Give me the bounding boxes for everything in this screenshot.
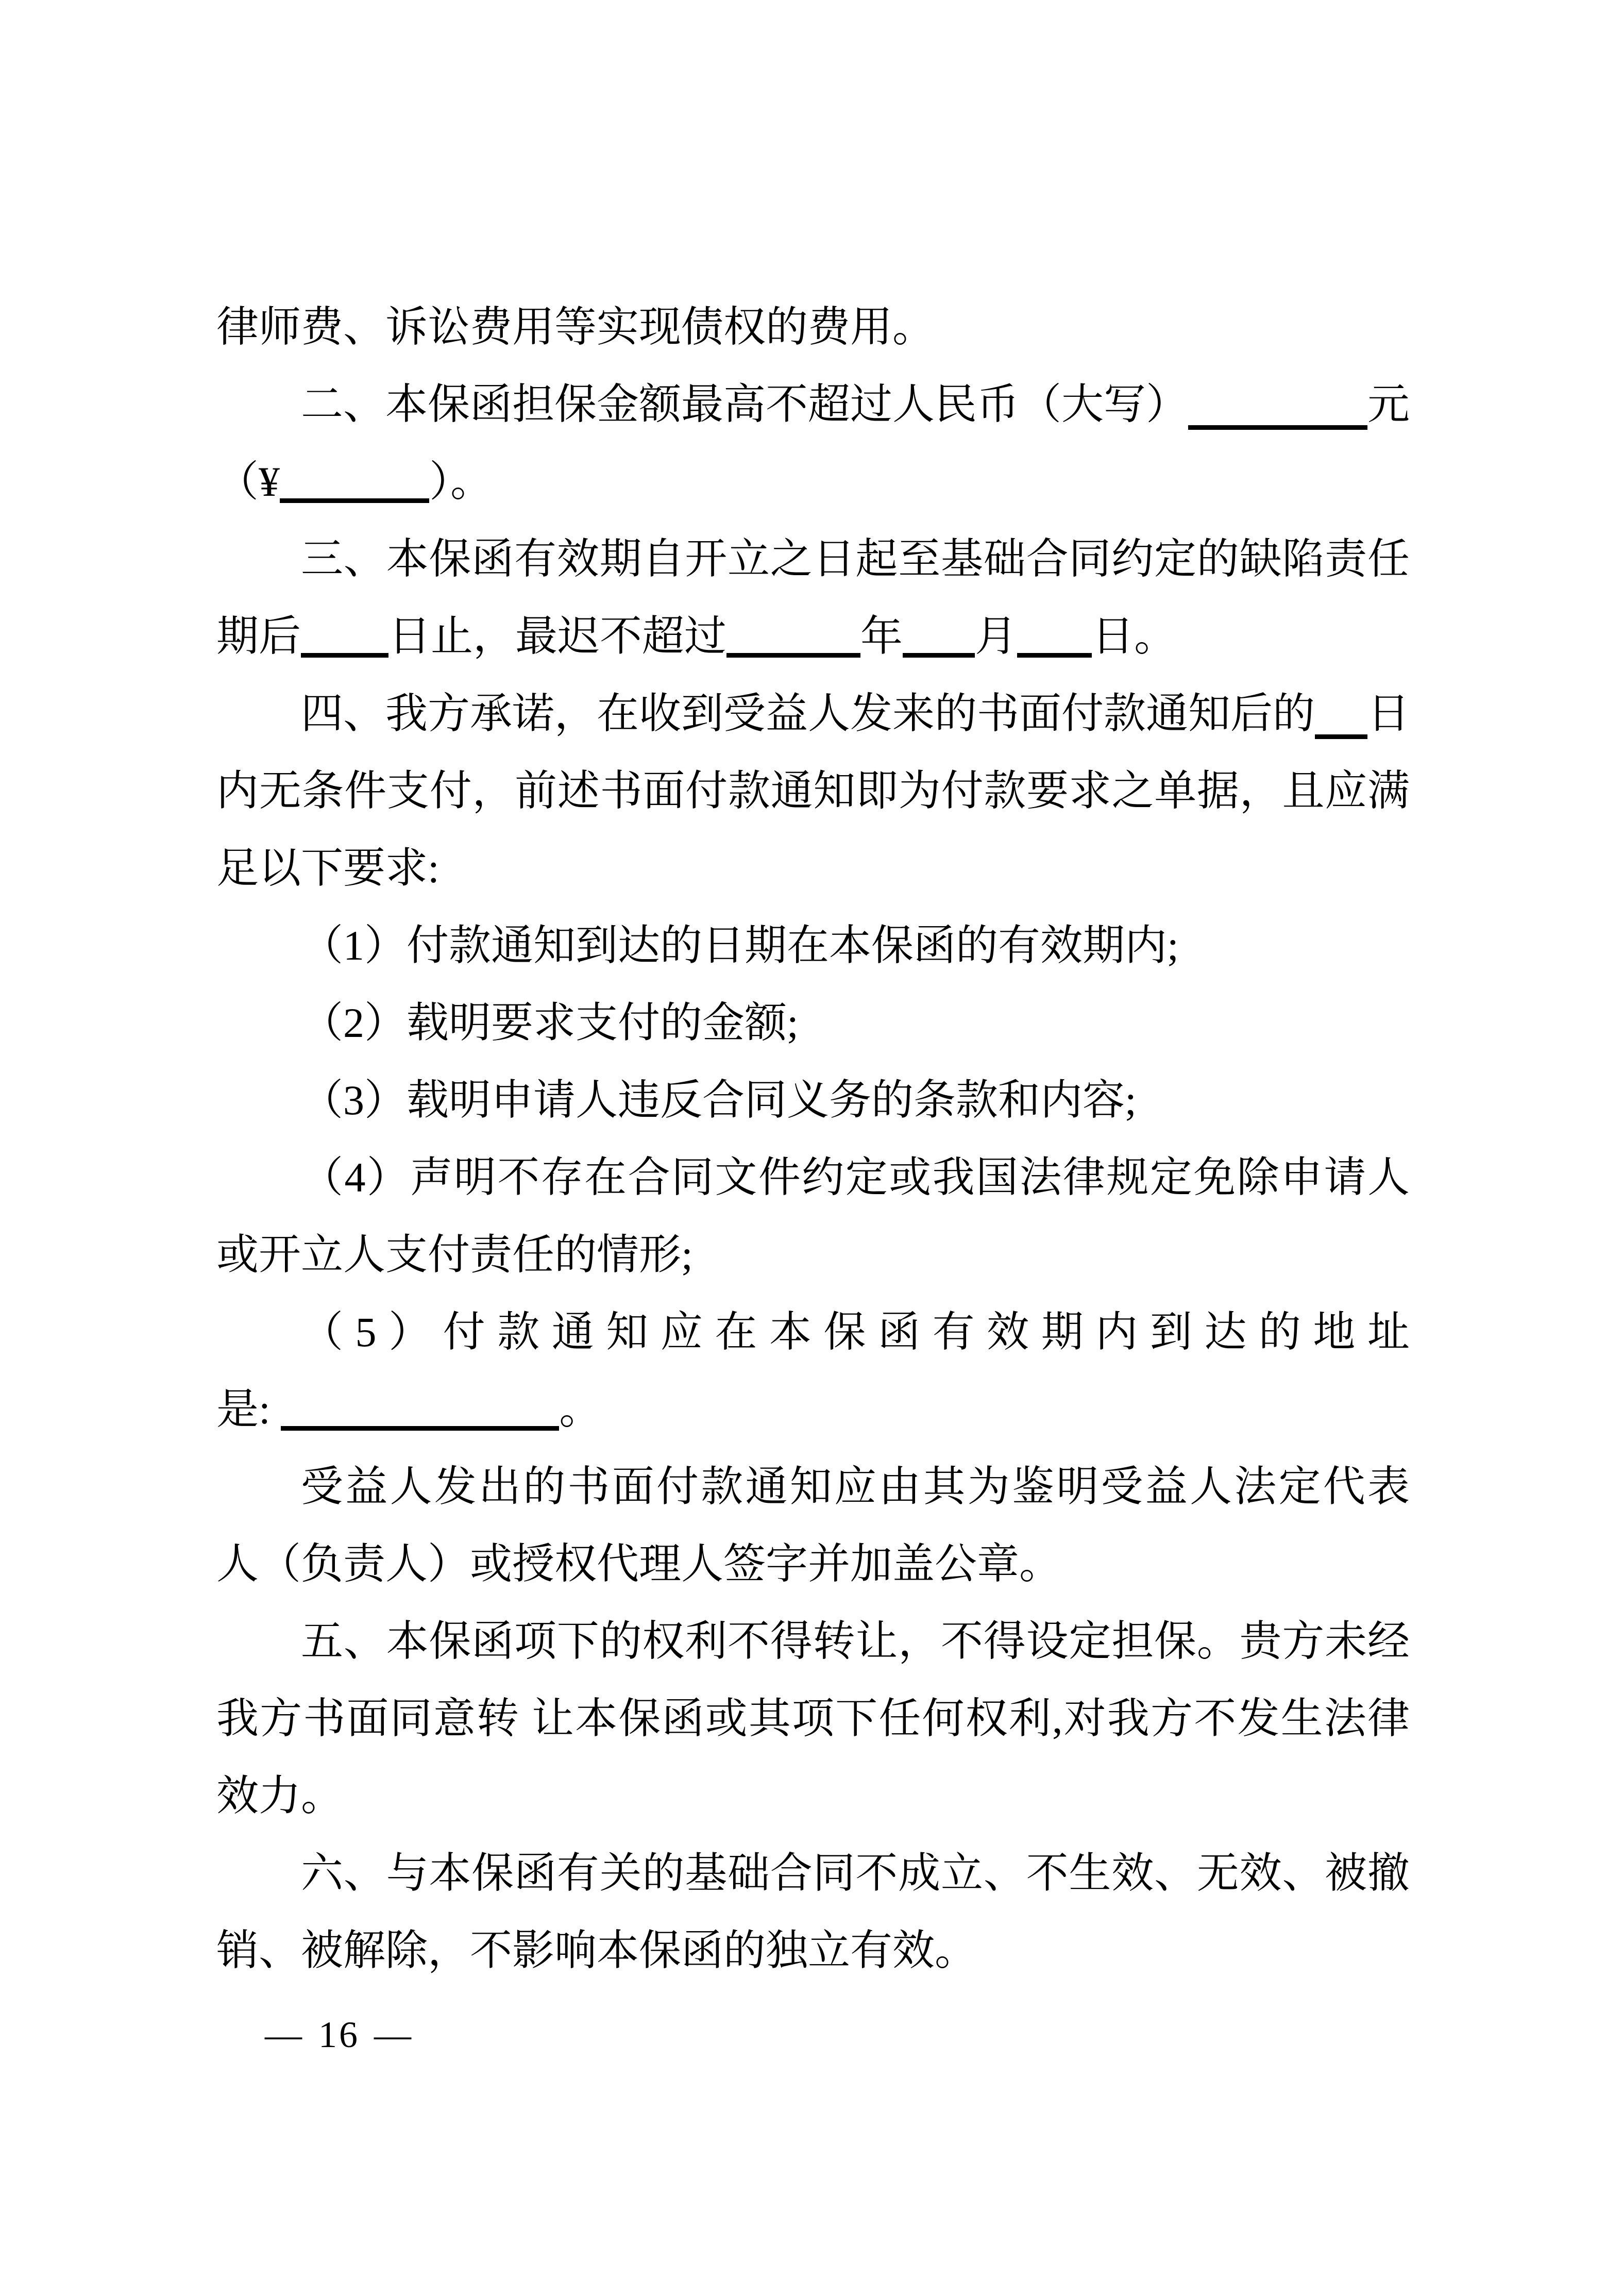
doc-line-10 xyxy=(216,984,1410,1062)
line-text: （1）付款通知到达的日期在本保函的有效期内; xyxy=(301,922,1179,969)
doc-line-14 xyxy=(216,1294,1410,1371)
line-text: 四、我方承诺，在收到受益人发来的书面付款通知后的 xyxy=(301,690,1315,737)
line-text: 月 xyxy=(975,613,1018,660)
doc-line-9 xyxy=(216,907,1410,984)
blank-amount-capital xyxy=(1188,366,1367,430)
blank-notice-days xyxy=(1315,675,1367,739)
doc-line-4 xyxy=(216,521,1410,598)
line-text: （5）付款通知应在本保函有效期内到达的地址 xyxy=(301,1309,1410,1355)
doc-line-2 xyxy=(216,366,1410,443)
doc-line-8 xyxy=(216,830,1410,907)
doc-line-19 xyxy=(216,1680,1410,1757)
doc-line-7 xyxy=(216,752,1410,830)
doc-line-11 xyxy=(216,1062,1410,1139)
doc-line-6 xyxy=(216,675,1410,752)
line-text: （¥ xyxy=(216,458,280,505)
line-text: 日止，最迟不超过 xyxy=(388,613,727,660)
page-footer xyxy=(258,2010,420,2059)
blank-day xyxy=(1017,648,1092,658)
blank-amount-figures xyxy=(280,493,429,503)
blank-year xyxy=(726,648,860,658)
line-text: 五、本保函项下的权利不得转让，不得设定担保。贵方未经 xyxy=(301,1618,1410,1665)
line-text: 人（负责人）或授权代理人签字并加盖公章。 xyxy=(216,1540,1062,1587)
line-text: 或开立人支付责任的情形; xyxy=(216,1231,693,1278)
line-text: 三、本保函有效期自开立之日起至基础合同约定的缺陷责任 xyxy=(301,535,1410,582)
doc-line-3 xyxy=(216,443,1410,521)
blank-month xyxy=(903,648,975,658)
line-text: 是: xyxy=(216,1386,270,1433)
line-text: 受益人发出的书面付款通知应由其为鉴明受益人法定代表 xyxy=(301,1463,1410,1510)
doc-line-13 xyxy=(216,1216,1410,1294)
blank-days-after xyxy=(301,648,388,658)
line-text: 。 xyxy=(559,1386,602,1433)
line-text: 二、本保函担保金额最高不超过人民币（大写） xyxy=(301,381,1189,428)
page-number: 16 xyxy=(318,2014,360,2055)
line-text: （4）声明不存在合同文件约定或我国法律规定免除申请人 xyxy=(301,1154,1410,1201)
line-text: 律师费、诉讼费用等实现债权的费用。 xyxy=(216,304,935,350)
doc-line-20 xyxy=(216,1757,1410,1835)
line-text: 六、与本保函有关的基础合同不成立、不生效、无效、被撤 xyxy=(301,1850,1410,1897)
doc-line-18 xyxy=(216,1603,1410,1680)
line-text: 日 xyxy=(1367,690,1410,737)
doc-line-15 xyxy=(216,1371,1410,1448)
doc-line-1 xyxy=(216,289,1410,366)
line-text: ）。 xyxy=(429,458,493,505)
line-text: 内无条件支付，前述书面付款通知即为付款要求之单据，且应满 xyxy=(216,767,1410,814)
line-text: （3）载明申请人违反合同义务的条款和内容; xyxy=(301,1077,1137,1124)
document-body xyxy=(216,289,1410,1989)
line-text: （2）载明要求支付的金额; xyxy=(301,999,799,1046)
line-text: 年 xyxy=(860,613,903,660)
line-text: 日。 xyxy=(1092,613,1177,660)
line-text: 效力。 xyxy=(216,1772,344,1819)
doc-line-21 xyxy=(216,1835,1410,1912)
doc-line-5 xyxy=(216,598,1410,675)
line-text: 元 xyxy=(1367,381,1410,428)
doc-line-17 xyxy=(216,1526,1410,1603)
line-text: 我方书面同意转 让本保函或其项下任何权利,对我方不发生法律 xyxy=(216,1695,1410,1742)
doc-line-12 xyxy=(216,1139,1410,1216)
line-text: 期后 xyxy=(216,613,301,660)
footer-dash-right: — xyxy=(374,2014,413,2055)
line-text: 销、被解除，不影响本保函的独立有效。 xyxy=(216,1927,977,1974)
footer-dash-left: — xyxy=(265,2014,304,2055)
doc-line-16 xyxy=(216,1448,1410,1526)
line-text: 足以下要求: xyxy=(216,845,439,892)
doc-line-22 xyxy=(216,1912,1410,1989)
blank-address xyxy=(281,1421,559,1431)
